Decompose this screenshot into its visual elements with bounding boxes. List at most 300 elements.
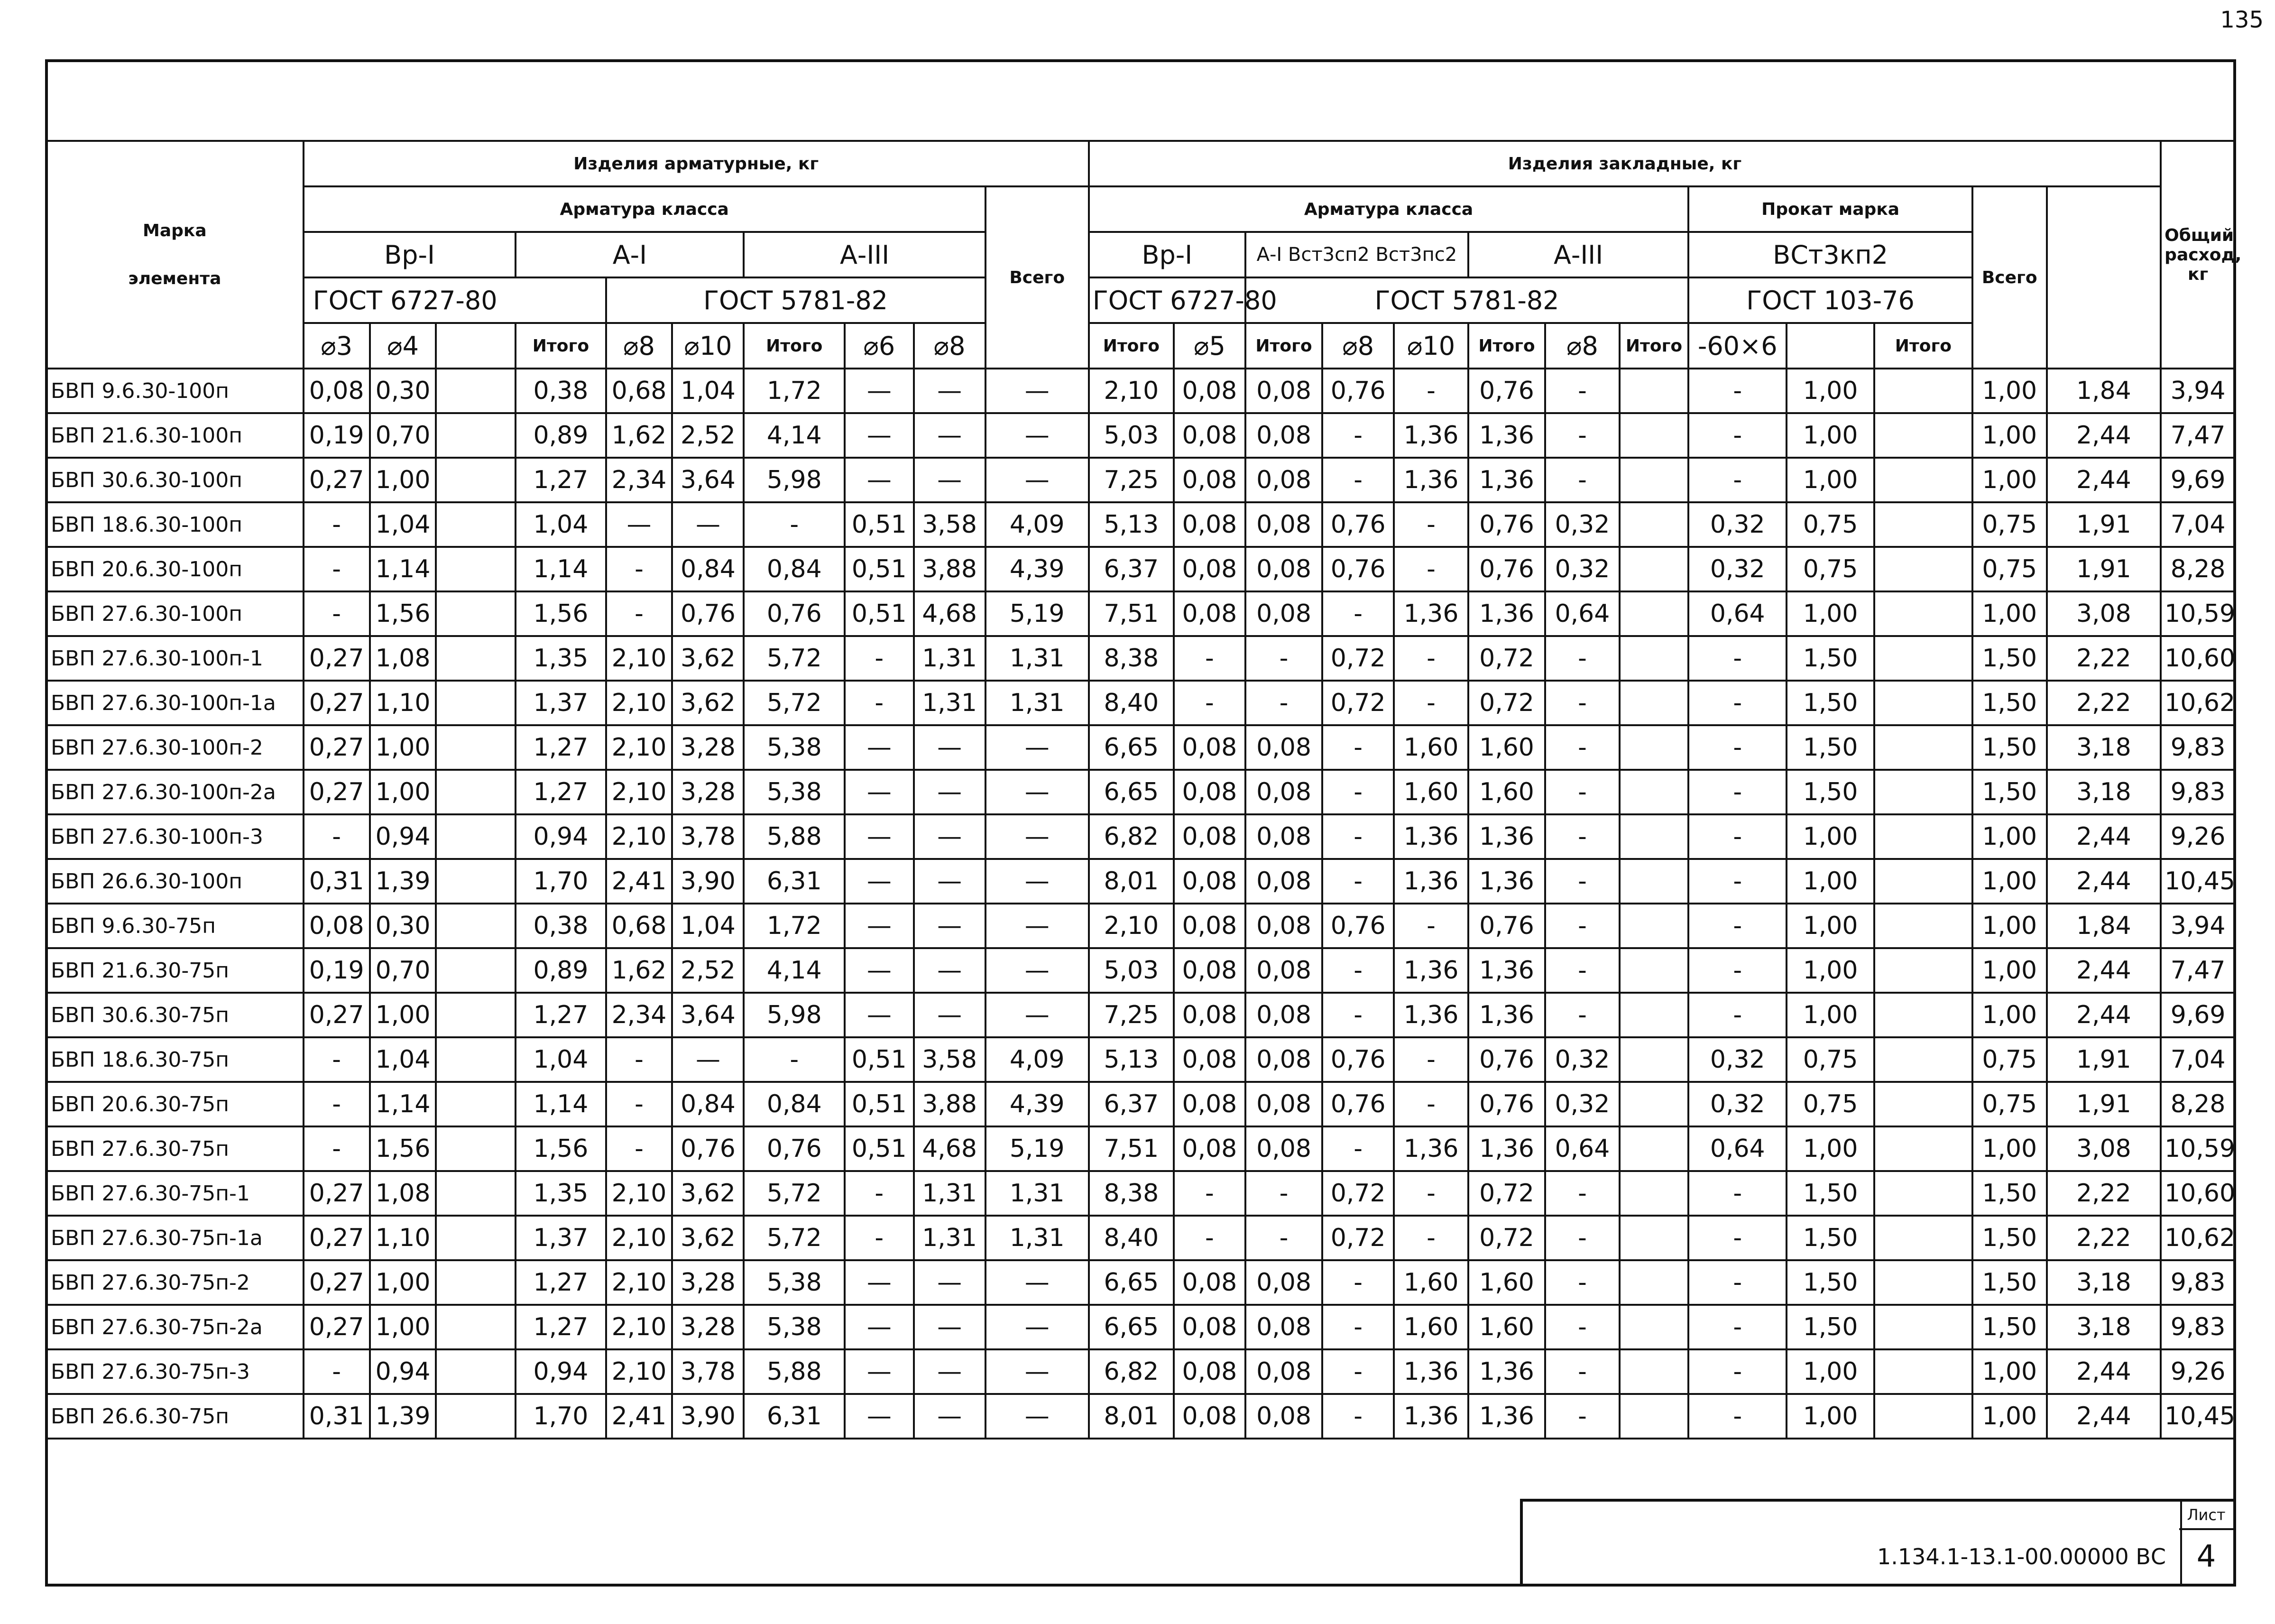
value-cell: 6,65 <box>1089 1305 1174 1349</box>
value-cell: 1,00 <box>370 725 436 770</box>
value-cell: 0,72 <box>1468 1171 1545 1216</box>
value-cell: 0,68 <box>606 904 672 948</box>
value-cell: 1,27 <box>516 725 606 770</box>
mark-title-2: элемента <box>128 269 221 288</box>
col-itogo-bp1-embed: Итого <box>1245 323 1322 369</box>
value-cell: 2,10 <box>606 1216 672 1260</box>
value-cell: 0,94 <box>516 1349 606 1394</box>
value-cell: — <box>986 1305 1089 1349</box>
value-cell: 0,76 <box>1322 547 1394 591</box>
empty-cell <box>1620 1305 1688 1349</box>
value-cell: 5,88 <box>744 814 845 859</box>
value-cell: 1,00 <box>370 1305 436 1349</box>
value-cell: - <box>304 1349 370 1394</box>
value-cell: 0,32 <box>1545 547 1620 591</box>
header-rolled-grade: Прокат марка <box>1688 186 1972 232</box>
value-cell: 3,94 <box>2161 369 2235 413</box>
value-cell: — <box>986 859 1089 904</box>
gost-6727-embed: ГОСТ 6727-80 <box>1089 277 1245 323</box>
value-cell: 0,75 <box>1787 1082 1874 1126</box>
value-cell: — <box>845 770 913 814</box>
col-itogo-a1: Итого <box>744 323 845 369</box>
value-cell: 2,52 <box>672 413 744 458</box>
empty-cell <box>1620 1394 1688 1439</box>
value-cell: — <box>986 948 1089 993</box>
value-cell: - <box>1245 636 1322 681</box>
value-cell: 5,72 <box>744 681 845 725</box>
value-cell: 1,04 <box>370 1037 436 1082</box>
value-cell: — <box>914 1394 986 1439</box>
value-cell: 1,50 <box>1972 1171 2047 1216</box>
value-cell: 1,00 <box>1972 1349 2047 1394</box>
value-cell: 0,08 <box>1245 904 1322 948</box>
empty-cell <box>436 636 516 681</box>
value-cell: 0,08 <box>304 904 370 948</box>
value-cell: 1,31 <box>914 1216 986 1260</box>
value-cell: 2,10 <box>606 814 672 859</box>
value-cell: 3,64 <box>672 458 744 502</box>
element-mark-cell: БВП 27.6.30-100п-2а <box>46 770 304 814</box>
value-cell: 1,50 <box>1972 1305 2047 1349</box>
empty-cell <box>1620 681 1688 725</box>
value-cell: - <box>1688 1349 1787 1394</box>
value-cell: 3,88 <box>914 1082 986 1126</box>
value-cell: - <box>1322 458 1394 502</box>
col-d8: ⌀8 <box>606 323 672 369</box>
element-mark-cell: БВП 27.6.30-75п <box>46 1126 304 1171</box>
empty-cell <box>1874 1126 1972 1171</box>
header-total: Всего <box>986 186 1089 369</box>
gost-103: ГОСТ 103-76 <box>1688 277 1972 323</box>
table-row <box>46 1216 2235 1260</box>
value-cell: 3,90 <box>672 859 744 904</box>
empty-cell <box>1874 1037 1972 1082</box>
value-cell: 0,94 <box>370 814 436 859</box>
value-cell: 0,76 <box>1322 904 1394 948</box>
value-cell: 0,08 <box>1245 591 1322 636</box>
empty-cell <box>436 1349 516 1394</box>
value-cell: 10,45 <box>2161 859 2235 904</box>
title-block <box>1520 1499 2236 1587</box>
value-cell: 4,68 <box>914 591 986 636</box>
value-cell: 1,14 <box>370 1082 436 1126</box>
col-d8-a3: ⌀8 <box>914 323 986 369</box>
value-cell: - <box>1545 859 1620 904</box>
value-cell: - <box>1688 948 1787 993</box>
value-cell: 2,44 <box>2047 993 2161 1037</box>
value-cell: 1,00 <box>1972 814 2047 859</box>
value-cell: - <box>845 681 913 725</box>
value-cell: - <box>1688 369 1787 413</box>
element-mark-cell: БВП 26.6.30-100п <box>46 859 304 904</box>
value-cell: — <box>845 458 913 502</box>
value-cell: 0,27 <box>304 993 370 1037</box>
value-cell: 3,18 <box>2047 1260 2161 1305</box>
value-cell: 0,08 <box>1174 993 1245 1037</box>
value-cell: 1,56 <box>516 1126 606 1171</box>
col-d6: ⌀6 <box>845 323 913 369</box>
value-cell: 0,30 <box>370 904 436 948</box>
value-cell: — <box>986 770 1089 814</box>
value-cell: 0,72 <box>1468 636 1545 681</box>
empty-cell <box>436 1260 516 1305</box>
value-cell: 0,32 <box>1545 1037 1620 1082</box>
value-cell: 8,01 <box>1089 859 1174 904</box>
element-mark-cell: БВП 20.6.30-100п <box>46 547 304 591</box>
value-cell: 3,94 <box>2161 904 2235 948</box>
value-cell: 1,50 <box>1972 725 2047 770</box>
value-cell: 1,27 <box>516 993 606 1037</box>
value-cell: 1,36 <box>1468 948 1545 993</box>
value-cell: 1,00 <box>1787 591 1874 636</box>
sheet-number: 4 <box>2196 1539 2216 1574</box>
col-d10: ⌀10 <box>672 323 744 369</box>
value-cell: - <box>1322 859 1394 904</box>
header-element-mark <box>46 141 304 369</box>
value-cell: 1,50 <box>1787 770 1874 814</box>
value-cell: 8,38 <box>1089 1171 1174 1216</box>
value-cell: - <box>606 1082 672 1126</box>
value-cell: 1,36 <box>1468 1349 1545 1394</box>
empty-cell <box>1620 1126 1688 1171</box>
value-cell: 1,00 <box>1787 1349 1874 1394</box>
value-cell: 2,34 <box>606 993 672 1037</box>
value-cell: 1,27 <box>516 458 606 502</box>
value-cell: 1,04 <box>672 904 744 948</box>
empty-cell <box>436 591 516 636</box>
empty-cell <box>436 413 516 458</box>
value-cell: 6,82 <box>1089 1349 1174 1394</box>
value-cell: 2,41 <box>606 859 672 904</box>
value-cell: 0,08 <box>1174 1260 1245 1305</box>
value-cell: 1,72 <box>744 369 845 413</box>
value-cell: 0,76 <box>672 1126 744 1171</box>
value-cell: 0,94 <box>370 1349 436 1394</box>
page-number: 135 <box>2220 7 2264 33</box>
value-cell: 0,76 <box>1468 904 1545 948</box>
value-cell: 7,25 <box>1089 458 1174 502</box>
value-cell: 0,72 <box>1468 681 1545 725</box>
value-cell: - <box>1394 547 1468 591</box>
value-cell: - <box>1394 1171 1468 1216</box>
value-cell: 1,31 <box>986 681 1089 725</box>
value-cell: 4,39 <box>986 547 1089 591</box>
value-cell: 1,60 <box>1468 725 1545 770</box>
value-cell: - <box>1322 770 1394 814</box>
value-cell: 1,50 <box>1787 1260 1874 1305</box>
value-cell: — <box>845 369 913 413</box>
value-cell: — <box>986 993 1089 1037</box>
value-cell: 1,36 <box>1468 993 1545 1037</box>
header-embedded-products: Изделия закладные, кг <box>1089 141 2161 186</box>
value-cell: 1,27 <box>516 770 606 814</box>
value-cell: 5,38 <box>744 1305 845 1349</box>
value-cell: 3,28 <box>672 725 744 770</box>
table-row <box>46 859 2235 904</box>
value-cell: 1,00 <box>370 770 436 814</box>
value-cell: 1,50 <box>1787 1305 1874 1349</box>
value-cell: 0,70 <box>370 948 436 993</box>
value-cell: 1,50 <box>1972 636 2047 681</box>
value-cell: — <box>986 369 1089 413</box>
value-cell: - <box>304 591 370 636</box>
value-cell: — <box>845 1305 913 1349</box>
value-cell: 0,08 <box>1174 413 1245 458</box>
empty-cell <box>1874 1394 1972 1439</box>
element-mark-cell: БВП 26.6.30-75п <box>46 1394 304 1439</box>
value-cell: 0,64 <box>1688 1126 1787 1171</box>
value-cell: - <box>845 1171 913 1216</box>
value-cell: 0,89 <box>516 948 606 993</box>
value-cell: 3,18 <box>2047 770 2161 814</box>
value-cell: 1,08 <box>370 1171 436 1216</box>
value-cell: - <box>1322 948 1394 993</box>
value-cell: 1,00 <box>1787 993 1874 1037</box>
value-cell: 1,60 <box>1394 725 1468 770</box>
empty-cell <box>1874 1349 1972 1394</box>
value-cell: 1,36 <box>1468 591 1545 636</box>
value-cell: - <box>1545 1216 1620 1260</box>
value-cell: 0,08 <box>1245 1305 1322 1349</box>
empty-cell <box>1620 1082 1688 1126</box>
value-cell: 0,75 <box>1787 1037 1874 1082</box>
value-cell: 1,36 <box>1468 814 1545 859</box>
value-cell: 2,10 <box>606 1171 672 1216</box>
value-cell: - <box>304 1126 370 1171</box>
value-cell: - <box>1545 1260 1620 1305</box>
value-cell: 0,08 <box>1174 1082 1245 1126</box>
value-cell: 1,35 <box>516 1171 606 1216</box>
value-cell: 1,00 <box>1972 369 2047 413</box>
value-cell: 10,62 <box>2161 681 2235 725</box>
empty-cell <box>436 1216 516 1260</box>
value-cell: 0,08 <box>304 369 370 413</box>
empty-cell <box>1874 993 1972 1037</box>
value-cell: — <box>986 814 1089 859</box>
col-itogo-a3-embed: Итого <box>1620 323 1688 369</box>
element-mark-cell: БВП 27.6.30-100п-2 <box>46 725 304 770</box>
value-cell: 3,08 <box>2047 591 2161 636</box>
value-cell: 3,28 <box>672 1305 744 1349</box>
empty-cell <box>436 1305 516 1349</box>
value-cell: 2,44 <box>2047 1349 2161 1394</box>
value-cell: - <box>845 1216 913 1260</box>
value-cell: - <box>744 1037 845 1082</box>
value-cell: 6,37 <box>1089 1082 1174 1126</box>
empty-cell <box>436 502 516 547</box>
element-mark-cell: БВП 27.6.30-100п <box>46 591 304 636</box>
value-cell: - <box>1245 681 1322 725</box>
value-cell: 1,00 <box>1787 369 1874 413</box>
value-cell: 1,60 <box>1394 770 1468 814</box>
value-cell: 0,75 <box>1972 1082 2047 1126</box>
empty-cell <box>1620 369 1688 413</box>
empty-cell <box>1874 859 1972 904</box>
value-cell: 0,70 <box>370 413 436 458</box>
value-cell: — <box>845 413 913 458</box>
value-cell: 4,09 <box>986 1037 1089 1082</box>
value-cell: - <box>1545 948 1620 993</box>
value-cell: 0,08 <box>1174 369 1245 413</box>
value-cell: - <box>1322 1349 1394 1394</box>
value-cell: 1,56 <box>516 591 606 636</box>
value-cell: - <box>1322 1394 1394 1439</box>
value-cell: 3,18 <box>2047 1305 2161 1349</box>
element-mark-cell: БВП 9.6.30-75п <box>46 904 304 948</box>
value-cell: 0,08 <box>1245 1082 1322 1126</box>
value-cell: 4,14 <box>744 948 845 993</box>
value-cell: - <box>1174 636 1245 681</box>
value-cell: 1,91 <box>2047 1082 2161 1126</box>
value-cell: 1,00 <box>1972 1394 2047 1439</box>
value-cell: 0,08 <box>1174 948 1245 993</box>
value-cell: 0,08 <box>1245 502 1322 547</box>
value-cell: 5,98 <box>744 993 845 1037</box>
value-cell: - <box>1322 591 1394 636</box>
value-cell: 0,51 <box>845 502 913 547</box>
value-cell: 1,31 <box>986 1171 1089 1216</box>
value-cell: 0,72 <box>1322 681 1394 725</box>
value-cell: 9,83 <box>2161 1305 2235 1349</box>
table-row <box>46 547 2235 591</box>
value-cell: 0,64 <box>1688 591 1787 636</box>
empty-cell <box>1874 770 1972 814</box>
mark-title-1: Марка <box>143 221 207 240</box>
gost-5781: ГОСТ 5781-82 <box>606 277 986 323</box>
empty-cell <box>1874 1171 1972 1216</box>
value-cell: — <box>914 1260 986 1305</box>
value-cell: - <box>1322 1260 1394 1305</box>
value-cell: 0,30 <box>370 369 436 413</box>
value-cell: — <box>845 814 913 859</box>
empty-cell <box>436 814 516 859</box>
value-cell: 1,00 <box>1787 413 1874 458</box>
value-cell: 0,08 <box>1245 814 1322 859</box>
value-cell: 10,59 <box>2161 591 2235 636</box>
value-cell: - <box>606 1037 672 1082</box>
value-cell: - <box>744 502 845 547</box>
value-cell: - <box>1322 814 1394 859</box>
value-cell: 2,44 <box>2047 859 2161 904</box>
element-mark-cell: БВП 27.6.30-75п-2а <box>46 1305 304 1349</box>
col-d8-embed: ⌀8 <box>1322 323 1394 369</box>
value-cell: 1,36 <box>1394 859 1468 904</box>
value-cell: 2,10 <box>606 636 672 681</box>
value-cell: - <box>1394 369 1468 413</box>
value-cell: 7,04 <box>2161 502 2235 547</box>
value-cell: - <box>1545 369 1620 413</box>
value-cell: 0,08 <box>1174 591 1245 636</box>
element-mark-cell: БВП 30.6.30-75п <box>46 993 304 1037</box>
value-cell: — <box>845 1394 913 1439</box>
empty-cell <box>1620 948 1688 993</box>
value-cell: — <box>914 814 986 859</box>
value-cell: - <box>1322 993 1394 1037</box>
value-cell: — <box>914 369 986 413</box>
col-d4: ⌀4 <box>370 323 436 369</box>
value-cell: 1,14 <box>516 1082 606 1126</box>
value-cell: 3,78 <box>672 814 744 859</box>
value-cell: 9,26 <box>2161 814 2235 859</box>
empty-cell <box>436 1126 516 1171</box>
value-cell: - <box>1394 681 1468 725</box>
value-cell: 0,64 <box>1545 591 1620 636</box>
value-cell: — <box>845 859 913 904</box>
value-cell: 5,88 <box>744 1349 845 1394</box>
value-cell: 1,91 <box>2047 1037 2161 1082</box>
header-rebar-class: Арматура класса <box>304 186 986 232</box>
empty-cell <box>436 1394 516 1439</box>
value-cell: 1,14 <box>516 547 606 591</box>
value-cell: 0,08 <box>1174 458 1245 502</box>
value-cell: 0,75 <box>1972 502 2047 547</box>
value-cell: — <box>672 1037 744 1082</box>
value-cell: - <box>1545 458 1620 502</box>
table-row <box>46 458 2235 502</box>
value-cell: 4,14 <box>744 413 845 458</box>
value-cell: 1,70 <box>516 859 606 904</box>
element-mark-cell: БВП 27.6.30-100п-3 <box>46 814 304 859</box>
table-row <box>46 1082 2235 1126</box>
value-cell: - <box>304 547 370 591</box>
value-cell: — <box>986 1349 1089 1394</box>
col-itogo-a3: Итого <box>1089 323 1174 369</box>
col-itogo-bp1: Итого <box>516 323 606 369</box>
value-cell: 0,08 <box>1245 369 1322 413</box>
class-a1: А-I <box>516 232 744 277</box>
value-cell: — <box>914 993 986 1037</box>
value-cell: 0,19 <box>304 413 370 458</box>
value-cell: 1,60 <box>1394 1260 1468 1305</box>
element-mark-cell: БВП 27.6.30-75п-1а <box>46 1216 304 1260</box>
value-cell: 5,03 <box>1089 413 1174 458</box>
table-row <box>46 1126 2235 1171</box>
empty-cell <box>1620 636 1688 681</box>
value-cell: 1,36 <box>1394 1126 1468 1171</box>
table-row <box>46 1305 2235 1349</box>
value-cell: 0,08 <box>1174 904 1245 948</box>
value-cell: 6,82 <box>1089 814 1174 859</box>
value-cell: 1,36 <box>1468 859 1545 904</box>
value-cell: — <box>986 1260 1089 1305</box>
value-cell: 1,56 <box>370 591 436 636</box>
value-cell: 1,00 <box>1972 859 2047 904</box>
empty-cell <box>436 859 516 904</box>
value-cell: 3,28 <box>672 1260 744 1305</box>
value-cell: 8,40 <box>1089 681 1174 725</box>
value-cell: 0,08 <box>1174 814 1245 859</box>
value-cell: 1,91 <box>2047 502 2161 547</box>
value-cell: 0,08 <box>1174 859 1245 904</box>
value-cell: 8,38 <box>1089 636 1174 681</box>
value-cell: - <box>1545 814 1620 859</box>
value-cell: 2,44 <box>2047 458 2161 502</box>
value-cell: - <box>1322 1305 1394 1349</box>
value-cell: 0,38 <box>516 369 606 413</box>
col-d3: ⌀3 <box>304 323 370 369</box>
value-cell: 1,36 <box>1394 591 1468 636</box>
empty-cell <box>436 770 516 814</box>
empty-cell <box>1620 725 1688 770</box>
value-cell: 9,26 <box>2161 1349 2235 1394</box>
value-cell: 5,72 <box>744 636 845 681</box>
value-cell: 1,00 <box>1787 859 1874 904</box>
value-cell: 3,08 <box>2047 1126 2161 1171</box>
empty-cell <box>1874 814 1972 859</box>
value-cell: 0,38 <box>516 904 606 948</box>
value-cell: 10,62 <box>2161 1216 2235 1260</box>
value-cell: 1,00 <box>1972 904 2047 948</box>
